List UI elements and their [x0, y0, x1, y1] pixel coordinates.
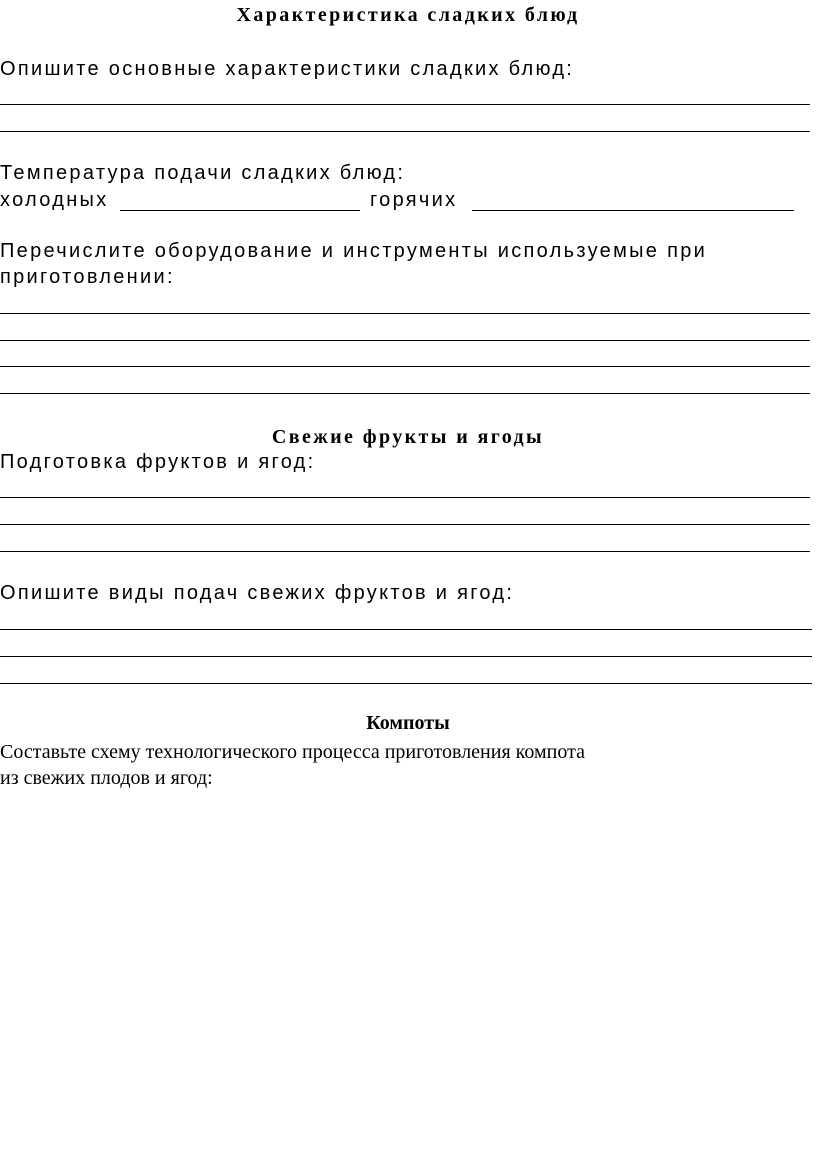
question-fruit-serving-types: Опишите виды подач свежих фруктов и ягод:	[0, 582, 515, 604]
section-title-fresh-fruits: Свежие фрукты и ягоды	[271, 426, 545, 448]
question-sweet-dishes-characteristics: Опишите основные характеристики сладких блюд:	[0, 58, 575, 80]
answer-line[interactable]	[0, 524, 810, 525]
answer-line[interactable]	[0, 366, 810, 367]
answer-line[interactable]	[0, 313, 810, 314]
answer-line[interactable]	[0, 629, 812, 630]
question-equipment-line2: приготовлении:	[0, 266, 175, 288]
scheme-drawing-area[interactable]	[0, 800, 816, 1140]
section-title-sweet-dishes: Характеристика сладких блюд	[236, 4, 580, 26]
cold-temperature-blank[interactable]	[120, 210, 360, 211]
answer-line[interactable]	[0, 340, 810, 341]
hot-label: горячих	[370, 189, 458, 211]
answer-line[interactable]	[0, 131, 810, 132]
answer-line[interactable]	[0, 551, 810, 552]
hot-temperature-blank[interactable]	[472, 210, 794, 211]
cold-label: холодных	[0, 189, 109, 211]
question-equipment-line1: Перечислите оборудование и инструменты используемые при	[0, 240, 708, 262]
answer-line[interactable]	[0, 683, 812, 684]
answer-line[interactable]	[0, 656, 812, 657]
question-compote-scheme-line1: Составьте схему технологического процесса приготовления компота	[0, 741, 585, 763]
answer-line[interactable]	[0, 393, 810, 394]
section-title-compotes: Компоты	[366, 712, 450, 734]
answer-line[interactable]	[0, 104, 810, 105]
answer-line[interactable]	[0, 497, 810, 498]
question-compote-scheme-line2: из свежих плодов и ягод:	[0, 767, 213, 789]
question-fruit-preparation: Подготовка фруктов и ягод:	[0, 451, 316, 473]
question-serving-temperature: Температура подачи сладких блюд:	[0, 162, 406, 184]
